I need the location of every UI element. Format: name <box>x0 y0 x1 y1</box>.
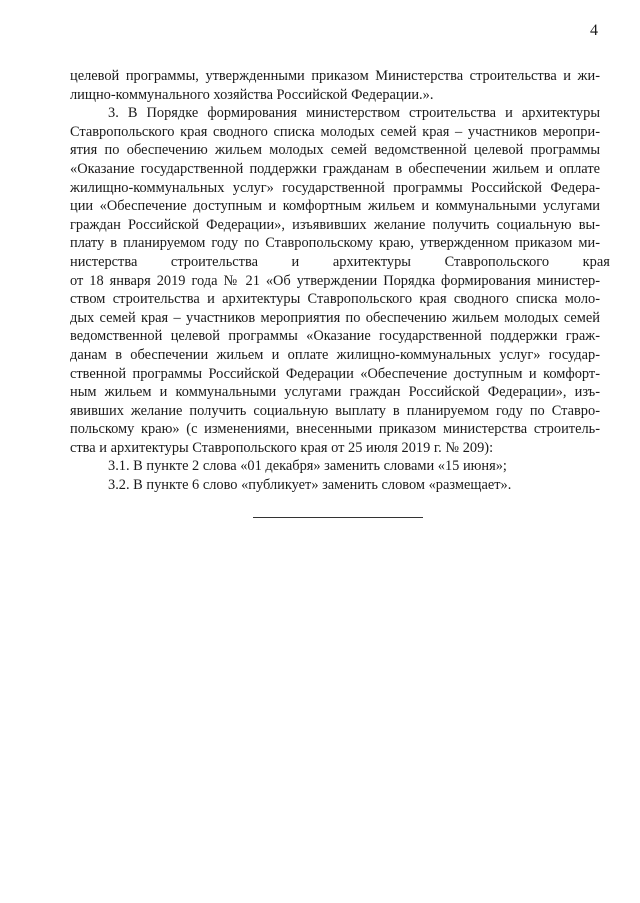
end-divider-line <box>253 517 423 518</box>
text-line: дых семей края – участников мероприятия по обеспечению жильем молодых семей <box>70 309 600 326</box>
text-line: «Оказание государственной поддержки гражданам в обеспечении жильем и оплате <box>70 160 600 177</box>
page-number: 4 <box>590 22 598 39</box>
text-line: жилищно-коммунальных услуг» государственной программы Российской Федера- <box>70 179 600 196</box>
text-line: ции «Обеспечение доступным и комфортным жильем и коммунальными услугами <box>70 198 600 215</box>
item-3-2: 3.2. В пункте 6 слово «публикует» заменить словом «размещает». <box>108 477 512 494</box>
text-line: нистерства строительства и архитектуры Ставропольского края <box>70 253 610 270</box>
paragraph-3-start: 3. В Порядке формирования министерством строительства и архитектуры <box>108 105 600 122</box>
text-line: лищно-коммунального хозяйства Российской Федерации.». <box>70 86 434 103</box>
text-line: от 18 января 2019 года № 21 «Об утверждении Порядка формирования министер- <box>70 272 600 289</box>
text-line: граждан Российской Федерации», изъявивших желание получить социальную вы- <box>70 216 600 233</box>
text-line: ятия по обеспечению жильем молодых семей ведомственной целевой программы <box>70 142 600 159</box>
text-line: данам в обеспечении жильем и оплате жилищно-коммунальных услуг» государ- <box>70 346 600 363</box>
text-line: польскому краю» (с изменениями, внесенными приказом министерства строитель- <box>70 421 600 438</box>
document-body <box>70 67 610 495</box>
text-line: ственной программы Российской Федерации «Обеспечение доступным и комфорт- <box>70 365 600 382</box>
text-line: ным жильем и коммунальными услугами граждан Российской Федерации», изъ- <box>70 384 600 401</box>
text-line: ведомственной целевой программы «Оказание государственной поддержки граж- <box>70 328 600 345</box>
text-line: ством строительства и архитектуры Ставропольского края сводного списка моло- <box>70 291 600 308</box>
text-line: плату в планируемом году по Ставропольскому краю, утвержденном приказом ми- <box>70 235 600 252</box>
item-3-1: 3.1. В пункте 2 слова «01 декабря» заменить словами «15 июня»; <box>108 458 507 475</box>
text-line: целевой программы, утвержденными приказом Министерства строительства и жи- <box>70 68 600 84</box>
text-line: Ставропольского края сводного списка молодых семей края – участников меропри- <box>70 123 600 140</box>
text-line: ства и архитектуры Ставропольского края от 25 июля 2019 г. № 209): <box>70 439 494 456</box>
text-line: явивших желание получить социальную выплату в планируемом году по Ставро- <box>70 402 600 419</box>
